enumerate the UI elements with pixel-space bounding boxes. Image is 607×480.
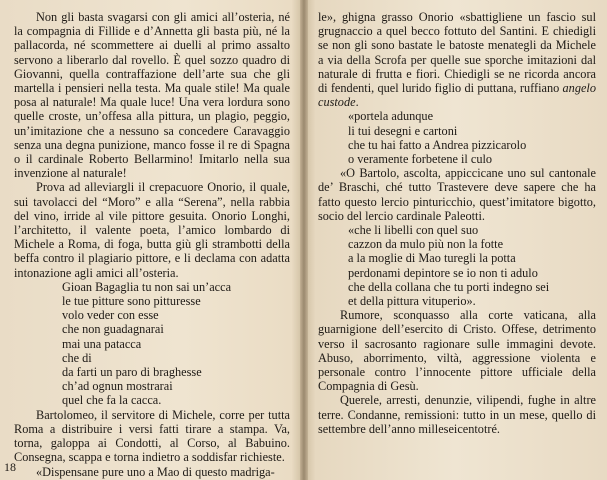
verse-line: che tu hai fatto a Andrea pizzicarolo — [348, 137, 527, 152]
verse-line: perdonami depintore se io non ti adulo — [348, 265, 538, 280]
verse-line: «che li libelli con quel suo — [348, 223, 479, 238]
right-page — [306, 10, 604, 436]
right-verse-2 — [318, 223, 596, 308]
left-paragraph-3: Bartolomeo, il servitore di Michele, corre per tutta Roma a distribuire i versi fatti tirare a stampa. Va, torna, galoppa ai Condotti, al Corso, al Babuino. Consegna, scappa e torna indietro a soddisfar richieste. — [14, 407, 290, 465]
verse-line: ch’ad ognun mostrarai — [62, 379, 173, 394]
left-paragraph-1: Non gli basta svagarsi con gli amici all’osteria, né la compagnia di Fillide e d’Annetta gli basta più, né la pallacorda, né scommettere ai duelli al primo assalto servono a liberarlo dal rovello. È quel sozzo quadro di Giovanni, quella contraffazione dell’arte sua che gli martella i pensieri nella testa. Ma quale stile! Ma quale posa al naturale! Ma quale luce! Una vera lordura sono quelle croste, un’offesa alla pittura, un plagio, peggio, un’imitazione che a nessuno sa concedere Caravaggio senza una degna punizione, manco fosse il re di Spagna o il cardinale Roberto Bellarmino! Imitarlo nella sua invenzione al naturale! — [14, 10, 290, 181]
left-page — [4, 10, 300, 479]
verse-line: che di — [62, 350, 92, 365]
page-number: 18 — [4, 460, 16, 474]
verse-line: che non guadagnarai — [62, 322, 164, 337]
right-verse-1 — [318, 109, 596, 166]
verse-line: quel che fa la cacca. — [62, 393, 162, 408]
verse-line: o veramente forbetene il culo — [348, 152, 493, 167]
verse-line: li tui desegni e cartoni — [348, 123, 458, 138]
verse-line: a la moglie di Mao turegli la potta — [348, 251, 516, 266]
right-paragraph-1-end: . — [355, 95, 359, 110]
verse-line: cazzon da mulo più non la fotte — [348, 237, 504, 252]
right-paragraph-3: Rumore, sconquasso alla corte vaticana, alla guarnigione dell’esercito di Cristo. Offese, detrimento verso il sacrosanto ragionare sulle immagini devote. Abuso, aborrimento, viltà, aggressione violenta e personale contro l’innocente pittore ufficiale della Compagnia di Gesù. — [318, 308, 596, 394]
left-paragraph-4: «Dispensane pure uno a Mao di questo madriga- — [36, 464, 275, 479]
right-paragraph-1 — [318, 10, 596, 109]
left-verse — [14, 280, 290, 408]
right-paragraph-1-text: le», ghigna grasso Onorio «sbattigliene un fascio sul grugnaccio a quel becco fottuto del Santini. E chiedigli se non gli sono bastate le batoste menategli da Michele a via della Scrofa per quelle sue sporche imitazioni dal naturale di frutta e fiori. Chiedigli se ne ricorda ancora di fendenti, quel lurido figlio di puttana, ruffiano — [318, 10, 596, 96]
verse-line: et della pittura vituperio». — [348, 294, 476, 309]
right-paragraph-2: «O Bartolo, ascolta, appiccicane uno sul cantonale de’ Braschi, ché tutto Trastevere deve sapere che ha fatto questo lercio pinturicchio, quest’imitatore bigotto, socio del lercio cardinale Paleotti. — [318, 166, 596, 223]
verse-line: le tue pitture sono pitturesse — [62, 294, 201, 309]
right-paragraph-1-italic: angelo custode — [318, 81, 596, 110]
verse-line: da farti un paro di braghesse — [62, 365, 202, 380]
verse-line: mai una patacca — [62, 336, 142, 351]
verse-line: Gioan Bagaglia tu non sai un’acca — [62, 279, 232, 294]
verse-line: «portela adunque — [348, 109, 434, 124]
verse-line: che della collana che tu porti indegno sei — [348, 279, 550, 294]
left-paragraph-2: Prova ad alleviargli il crepacuore Onorio, il quale, sui tavolacci del “Moro” e alla “Serena”, nella rabbia del vino, irride al vile pittore gesuita. Onorio Longhi, l’architetto, il valente poeta, l’amico lombardo di Michele a Roma, di foga, butta giù gli strambotti della beffa contro il plagiario pittore, e li declama con adatta intonazione agli amici all’osteria. — [14, 180, 290, 280]
right-paragraph-4: Querele, arresti, denunzie, vilipendi, fughe in altre terre. Condanne, remissioni: tutto in un mese, quello di settembre dell’anno milleseicentotré. — [318, 393, 596, 436]
verse-line: volo veder con esse — [62, 308, 159, 323]
